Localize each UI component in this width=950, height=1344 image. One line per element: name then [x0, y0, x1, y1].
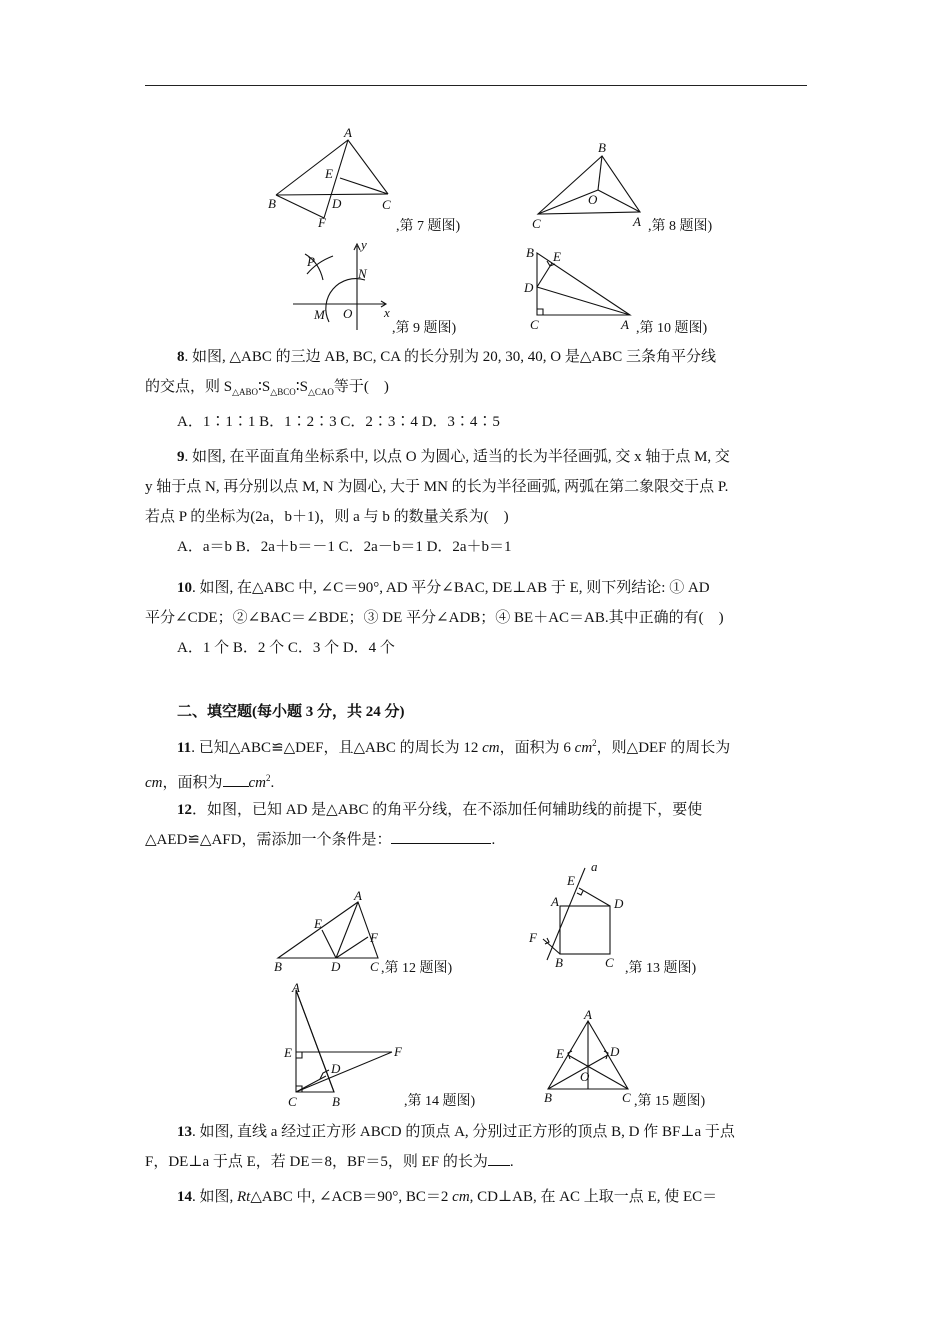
label-B: B: [268, 196, 276, 211]
caption-q10: ,第 10 题图): [636, 321, 708, 336]
label-y: y: [361, 237, 367, 252]
label-F: F: [370, 930, 378, 945]
label-B: B: [555, 955, 563, 970]
question-8: 8. 如图, △ABC 的三边 AB, BC, CA 的长分别为 20, 30, 40, O 是△ABC 三条角平分线 的交点，则 $S_{\triangle ABO}∶S_{\triangle BCO}∶S_{\triangle CAO}$等于( ) A．1∶1∶1 B．1∶2∶3 C．2∶3∶4 D．3∶4∶5: [145, 342, 807, 437]
label-O: O: [343, 306, 353, 321]
label-D: D: [610, 1044, 620, 1059]
figure-q7-diagram: [268, 125, 393, 230]
q11-blank[interactable]: [223, 772, 249, 787]
label-E: E: [556, 1046, 564, 1061]
q8-options: A．1∶1∶1 B．1∶2∶3 C．2∶3∶4 D．3∶4∶5: [177, 414, 500, 430]
label-C: C: [382, 197, 391, 212]
question-14: 14. 如图, Rt△ABC 中, ∠ACB＝90°, BC＝2 cm, CD⊥AB, 在 AC 上取一点 E, 使 EC＝: [177, 1189, 718, 1205]
label-B: B: [526, 245, 534, 260]
label-F: F: [394, 1044, 402, 1059]
label-D: D: [331, 959, 341, 974]
q12-blank[interactable]: [391, 829, 491, 844]
label-a: a: [591, 859, 598, 874]
label-C: C: [370, 959, 379, 974]
figure-q12-diagram: [270, 890, 385, 980]
label-N: N: [358, 266, 367, 281]
label-A: A: [292, 980, 300, 995]
figure-q9: [293, 237, 393, 332]
question-13: 13. 如图, 直线 a 经过正方形 ABCD 的顶点 A, 分别过正方形的顶点 B, D 作 BF⊥a 于点 F，DE⊥a 于点 E，若 DE＝8，BF＝5，则 EF 的长为 .: [145, 1124, 735, 1170]
label-A: A: [551, 894, 559, 909]
question-9: 9. 如图, 在平面直角坐标系中, 以点 O 为圆心, 适当的长为半径画弧, 交 x 轴于点 M, 交 y 轴于点 N, 再分别以点 M, N 为圆心, 大于 MN 的长为半径画弧, 两弧在第二象限交于点 P. 若点 P 的坐标为(2a，b＋1)，则 a 与 b 的数量关系为( ) A．a＝b B．2a＋b＝－1 C．2a－b＝1 D．2a＋b＝1: [145, 442, 807, 562]
label-C: C: [532, 216, 541, 231]
figure-q8-diagram: [530, 142, 645, 232]
label-D: D: [331, 1061, 341, 1076]
label-C: C: [288, 1094, 297, 1109]
figure-q13: [525, 860, 635, 975]
label-C: C: [622, 1090, 631, 1105]
q10-options: A．1 个 B．2 个 C．3 个 D．4 个: [177, 640, 395, 656]
caption-q12: ,第 12 题图): [381, 961, 453, 976]
label-C: C: [530, 317, 539, 332]
header-rule: [145, 85, 807, 86]
label-D: D: [332, 196, 342, 211]
label-E: E: [567, 873, 575, 888]
label-x: x: [384, 305, 390, 320]
label-B: B: [332, 1094, 340, 1109]
label-O: O: [580, 1069, 590, 1084]
caption-q13: ,第 13 题图): [625, 961, 697, 976]
question-12: 12．如图，已知 AD 是△ABC 的角平分线，在不添加任何辅助线的前提下，要使 △AED≌△AFD，需添加一个条件是： .: [145, 802, 703, 848]
question-11: 11. 已知△ABC≌△DEF，且△ABC 的周长为 12 cm，面积为 6 $cm^2$，则△DEF 的周长为 cm，面积为 $cm^2$.: [145, 738, 731, 791]
label-B: B: [598, 140, 606, 155]
figure-q10-diagram: [522, 243, 642, 333]
figure-q13-diagram: [525, 860, 635, 975]
label-A: A: [354, 888, 362, 903]
q13-blank[interactable]: [488, 1151, 510, 1166]
label-D: D: [524, 280, 534, 295]
label-F: F: [529, 930, 537, 945]
label-E: E: [553, 249, 561, 264]
caption-q15: ,第 15 题图): [634, 1094, 706, 1109]
figure-q9-diagram: [293, 237, 393, 332]
label-C: C: [605, 955, 614, 970]
figure-q10: [522, 243, 642, 333]
label-P: P: [307, 254, 315, 269]
figure-q7: [268, 125, 393, 230]
caption-q9: ,第 9 题图): [392, 321, 457, 336]
q9-options: A．a＝b B．2a＋b＝－1 C．2a－b＝1 D．2a＋b＝1: [177, 539, 512, 555]
figure-q8: [530, 142, 645, 232]
figure-q14: [284, 980, 414, 1110]
label-F: F: [318, 215, 326, 230]
label-A: A: [633, 214, 641, 229]
label-A: A: [584, 1007, 592, 1022]
figure-q15-diagram: [540, 1005, 640, 1105]
label-B: B: [274, 959, 282, 974]
question-10: 10. 如图, 在△ABC 中, ∠C＝90°, AD 平分∠BAC, DE⊥AB 于 E, 则下列结论: ① AD 平分∠CDE；②∠BAC＝∠BDE；③ DE 平分∠ADB；④ BE＋AC＝AB.其中正确的有( ) A．1 个 B．2 个 C．3 个 D．4 个: [145, 573, 807, 663]
label-M: M: [314, 307, 325, 322]
figure-q14-diagram: [284, 980, 414, 1110]
label-O: O: [588, 192, 598, 207]
caption-q8: ,第 8 题图): [648, 219, 713, 234]
caption-q7: ,第 7 题图): [396, 219, 461, 234]
section-fill-in: 二、填空题(每小题 3 分，共 24 分): [177, 704, 405, 720]
label-E: E: [284, 1045, 292, 1060]
label-A: A: [344, 125, 352, 140]
label-D: D: [614, 896, 624, 911]
figure-q15: [540, 1005, 640, 1105]
label-A: A: [621, 317, 629, 332]
label-E: E: [314, 916, 322, 931]
label-E: E: [325, 166, 333, 181]
figure-q12: [270, 890, 385, 980]
label-B: B: [544, 1090, 552, 1105]
caption-q14: ,第 14 题图): [404, 1094, 476, 1109]
